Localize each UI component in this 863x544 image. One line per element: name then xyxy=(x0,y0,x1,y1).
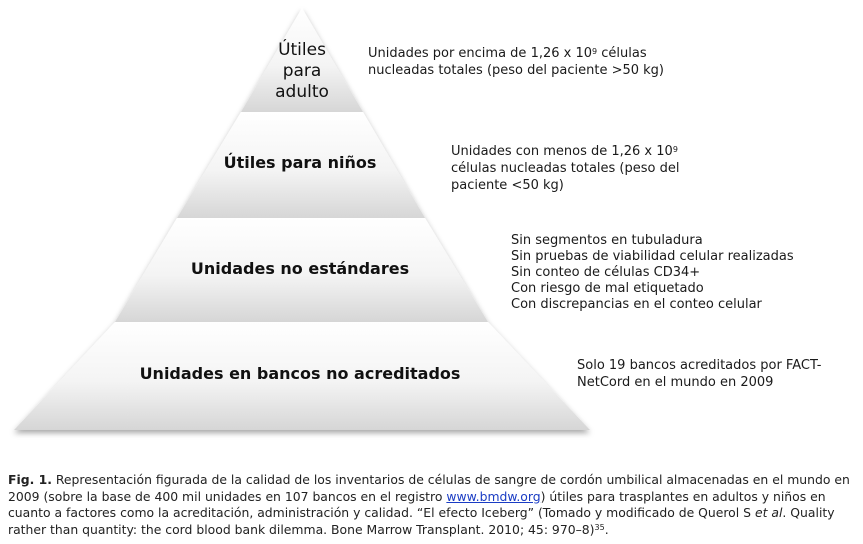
child-note-exponent: 9 xyxy=(672,145,678,154)
figure-caption xyxy=(8,472,856,538)
caption-reference: 35 xyxy=(594,522,605,532)
tier-4-label: Unidades en bancos no acreditados xyxy=(139,364,461,383)
adult-note-text-end: células nucleadas totales (peso del paciente >50 kg) xyxy=(368,46,664,78)
nonstandard-notes xyxy=(511,233,841,313)
caption-text-1: Representación figurada de la calidad de los inventarios de células de sangre de cordón umbilical almacenadas en el mundo en 2009 (sobre la base de 400 mil unidades en 107 bancos en el registro xyxy=(8,472,850,504)
figure-number: Fig. 1. xyxy=(8,472,52,487)
tier-top-line-1: Útiles xyxy=(278,40,326,60)
tier-2-label: Útiles para niños xyxy=(223,153,377,172)
caption-text-2: ) útiles para trasplantes en adultos y niños en cuanto a factores como la acreditación, administración y calidad. “El efecto Iceberg” (Tomado y modificado de Querol S xyxy=(8,488,826,520)
tier-top-line-2: para xyxy=(282,61,322,81)
tier-top-label xyxy=(252,40,352,103)
caption-end: . xyxy=(604,521,609,537)
nonstandard-item: Sin pruebas de viabilidad celular realizadas xyxy=(511,249,794,264)
bmdw-link[interactable]: www.bmdw.org xyxy=(446,488,541,504)
tier-top-line-3: adulto xyxy=(275,82,329,102)
adult-note-exponent: 9 xyxy=(592,47,598,56)
nonstandard-item: Sin segmentos en tubuladura xyxy=(511,233,703,248)
adult-note xyxy=(368,45,708,79)
child-note xyxy=(451,143,711,194)
nonstandard-item: Con discrepancias en el conteo celular xyxy=(511,297,762,312)
nonstandard-item: Con riesgo de mal etiquetado xyxy=(511,281,704,296)
tier-3-label: Unidades no estándares xyxy=(190,259,410,278)
child-note-text: Unidades con menos de 1,26 x 10 xyxy=(451,144,673,159)
caption-et-al: et al xyxy=(754,505,783,520)
nonstandard-item: Sin conteo de células CD34+ xyxy=(511,265,701,280)
adult-note-text: Unidades por encima de 1,26 x 10 xyxy=(368,46,593,61)
child-note-text-end: células nucleadas totales (peso del paciente <50 kg) xyxy=(451,161,680,193)
caption-text-3: . Quality rather than quantity: the cord blood bank dilemma. Bone Marrow Transplant. 2010; 45: 970–8) xyxy=(8,505,835,537)
unaccredited-note: Solo 19 bancos acreditados por FACT-NetCord en el mundo en 2009 xyxy=(577,358,822,390)
